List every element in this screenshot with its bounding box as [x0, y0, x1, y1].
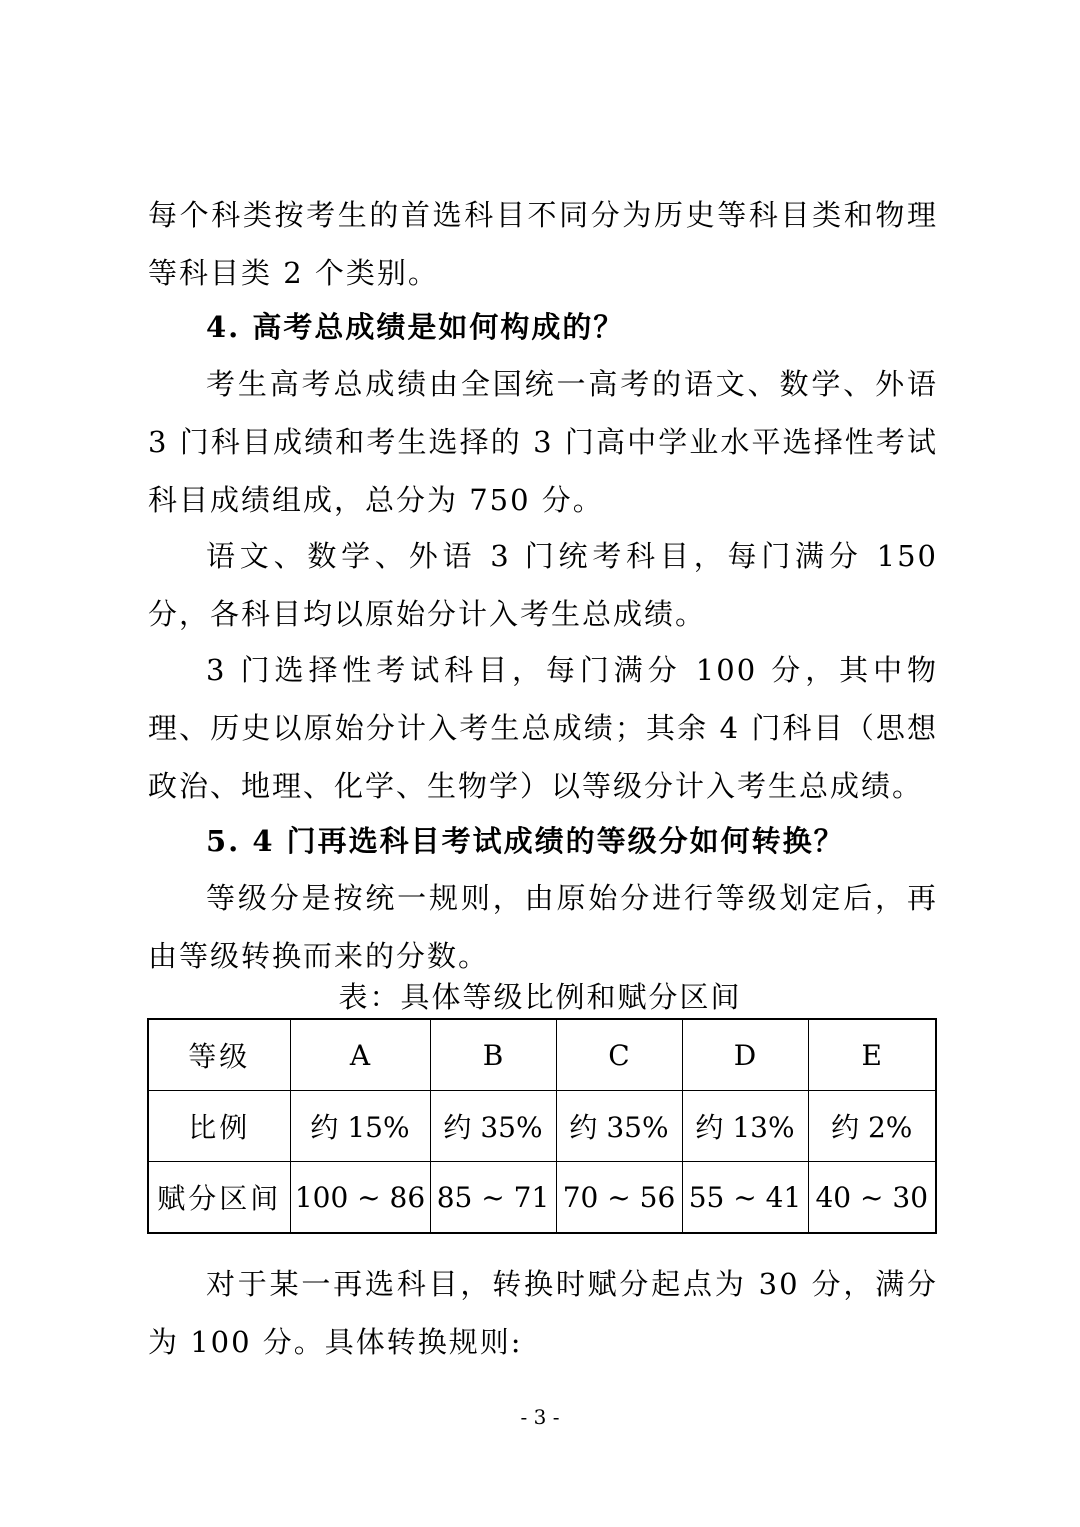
- cell-ratio-b: 约 35%: [430, 1091, 556, 1162]
- paragraph-conversion-rule: 对于某一再选科目，转换时赋分起点为 30 分，满分为 100 分。具体转换规则:: [148, 1267, 938, 1359]
- cell-range-c: 70 ~ 56: [556, 1162, 682, 1234]
- grade-ratio-table: [147, 1018, 937, 1234]
- cell-ratio-d: 约 13%: [682, 1091, 808, 1162]
- paragraph-subject-categories: 每个科类按考生的首选科目不同分为历史等科目类和物理等科目类 2 个类别。: [148, 198, 938, 290]
- cell-range-label: 赋分区间: [148, 1162, 290, 1234]
- cell-grade-c: C: [556, 1019, 682, 1091]
- paragraph-unified-subjects: 语文、数学、外语 3 门统考科目，每门满分 150 分，各科目均以原始分计入考生总成绩。: [148, 539, 938, 631]
- cell-grade-d: D: [682, 1019, 808, 1091]
- table-caption: 表：具体等级比例和赋分区间: [338, 980, 742, 1014]
- cell-range-d: 55 ~ 41: [682, 1162, 808, 1234]
- paragraph-total-score-composition: 考生高考总成绩由全国统一高考的语文、数学、外语 3 门科目成绩和考生选择的 3 门高中学业水平选择性考试科目成绩组成，总分为 750 分。: [148, 367, 938, 517]
- cell-range-b: 85 ~ 71: [430, 1162, 556, 1234]
- cell-range-e: 40 ~ 30: [808, 1162, 936, 1234]
- paragraph-grade-score-definition: 等级分是按统一规则，由原始分进行等级划定后，再由等级转换而来的分数。: [148, 881, 938, 973]
- cell-grade-b: B: [430, 1019, 556, 1091]
- table-row-score-range: [148, 1162, 936, 1234]
- cell-ratio-e: 约 2%: [808, 1091, 936, 1162]
- cell-range-a: 100 ~ 86: [290, 1162, 430, 1234]
- paragraph-elective-subjects: 3 门选择性考试科目，每门满分 100 分，其中物理、历史以原始分计入考生总成绩；其余 4 门科目（思想政治、地理、化学、生物学）以等级分计入考生总成绩。: [148, 653, 938, 803]
- page-number: - 3 -: [520, 1405, 560, 1429]
- cell-grade-a: A: [290, 1019, 430, 1091]
- cell-grade-label: 等级: [148, 1019, 290, 1091]
- heading-total-score: 4. 高考总成绩是如何构成的？: [206, 310, 625, 344]
- cell-grade-e: E: [808, 1019, 936, 1091]
- table-row-grade: [148, 1019, 936, 1091]
- cell-ratio-c: 约 35%: [556, 1091, 682, 1162]
- heading-grade-conversion: 5. 4 门再选科目考试成绩的等级分如何转换？: [206, 824, 845, 858]
- cell-ratio-label: 比例: [148, 1091, 290, 1162]
- cell-ratio-a: 约 15%: [290, 1091, 430, 1162]
- table-row-ratio: [148, 1091, 936, 1162]
